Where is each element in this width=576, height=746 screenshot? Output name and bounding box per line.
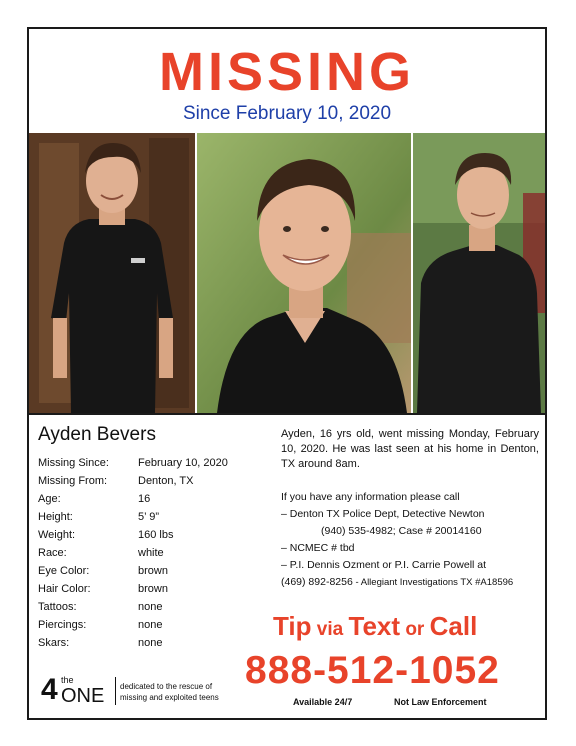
fact-label: Height: (38, 511, 73, 523)
disclaimer-note: Not Law Enforcement (394, 697, 487, 707)
case-description: Ayden, 16 yrs old, went missing Monday, February 10, 2020. He was last seen at his home in Denton, TX around 8am. (281, 428, 539, 470)
tip-word: or (400, 619, 430, 640)
fact-label: Eye Color: (38, 565, 90, 577)
fact-value: white (138, 547, 164, 559)
fact-label: Weight: (38, 529, 76, 541)
fact-label: Race: (38, 547, 67, 559)
fact-value: brown (138, 565, 168, 577)
logo-tagline-line: missing and exploited teens (120, 693, 219, 702)
fact-row (38, 562, 228, 580)
photo-strip (29, 133, 545, 415)
fact-label: Age: (38, 493, 61, 505)
poster-header (29, 29, 545, 135)
fact-value: brown (138, 583, 168, 595)
tip-word: Tip (273, 611, 312, 641)
tip-phone-number[interactable]: 888-512-1052 (245, 649, 500, 692)
fact-label: Piercings: (38, 619, 87, 631)
fact-label: Missing From: (38, 475, 108, 487)
fact-label: Hair Color: (38, 583, 91, 595)
logo-tagline-line: dedicated to the rescue of (120, 682, 213, 691)
missing-since-subtitle: Since February 10, 2020 (182, 103, 392, 124)
fact-label: Tattoos: (38, 601, 77, 613)
fact-row (38, 580, 228, 598)
investigator-agency: - Allegiant Investigations TX #A18596 (352, 577, 514, 588)
fact-value: none (138, 637, 163, 649)
poster-title: MISSING (158, 42, 416, 102)
fact-row (38, 454, 228, 472)
fact-row (38, 544, 228, 562)
fact-label: Missing Since: (38, 457, 109, 469)
logo-tagline (120, 681, 240, 703)
contact-info (281, 489, 545, 591)
tip-word: Call (429, 611, 478, 641)
availability-note: Available 24/7 (293, 697, 353, 707)
fact-row (38, 490, 228, 508)
fact-value: 160 lbs (138, 529, 174, 541)
facts-table (38, 454, 228, 652)
fact-value: none (138, 619, 163, 631)
investigator-phone: (469) 892-8256 (281, 576, 353, 588)
fact-value: February 10, 2020 (138, 457, 228, 469)
fact-row (38, 472, 228, 490)
photo-left (29, 133, 195, 413)
fact-value: Denton, TX (138, 475, 194, 487)
fact-value: none (138, 601, 163, 613)
contact-investigators-phone (281, 574, 545, 591)
photo-right (413, 133, 545, 413)
fact-value: 16 (138, 493, 151, 505)
fact-row (38, 526, 228, 544)
logo-one: ONE (61, 685, 105, 707)
logo-four: 4 (41, 673, 58, 706)
contact-ncmec: – NCMEC # tbd (281, 542, 355, 554)
contact-police-phone: (940) 535-4982; Case # 20014160 (321, 525, 482, 537)
tip-word: via (311, 619, 349, 640)
logo-the: the (61, 675, 74, 685)
contact-police: – Denton TX Police Dept, Detective Newton (281, 508, 485, 520)
4theone-logo (41, 673, 105, 707)
contact-investigators: – P.I. Dennis Ozment or P.I. Carrie Powell at (281, 559, 487, 571)
fact-row (38, 634, 228, 652)
logo-divider (115, 677, 116, 705)
tip-word: Text (348, 611, 401, 641)
photo-center (197, 133, 411, 413)
fact-label: Skars: (38, 637, 70, 649)
contact-intro: If you have any information please call (281, 491, 460, 503)
missing-poster (27, 27, 547, 720)
person-name: Ayden Bevers (38, 424, 156, 445)
fact-row (38, 616, 228, 634)
fact-value: 5’ 9” (138, 511, 159, 523)
tip-heading (273, 611, 477, 642)
fact-row (38, 508, 228, 526)
fact-row (38, 598, 228, 616)
